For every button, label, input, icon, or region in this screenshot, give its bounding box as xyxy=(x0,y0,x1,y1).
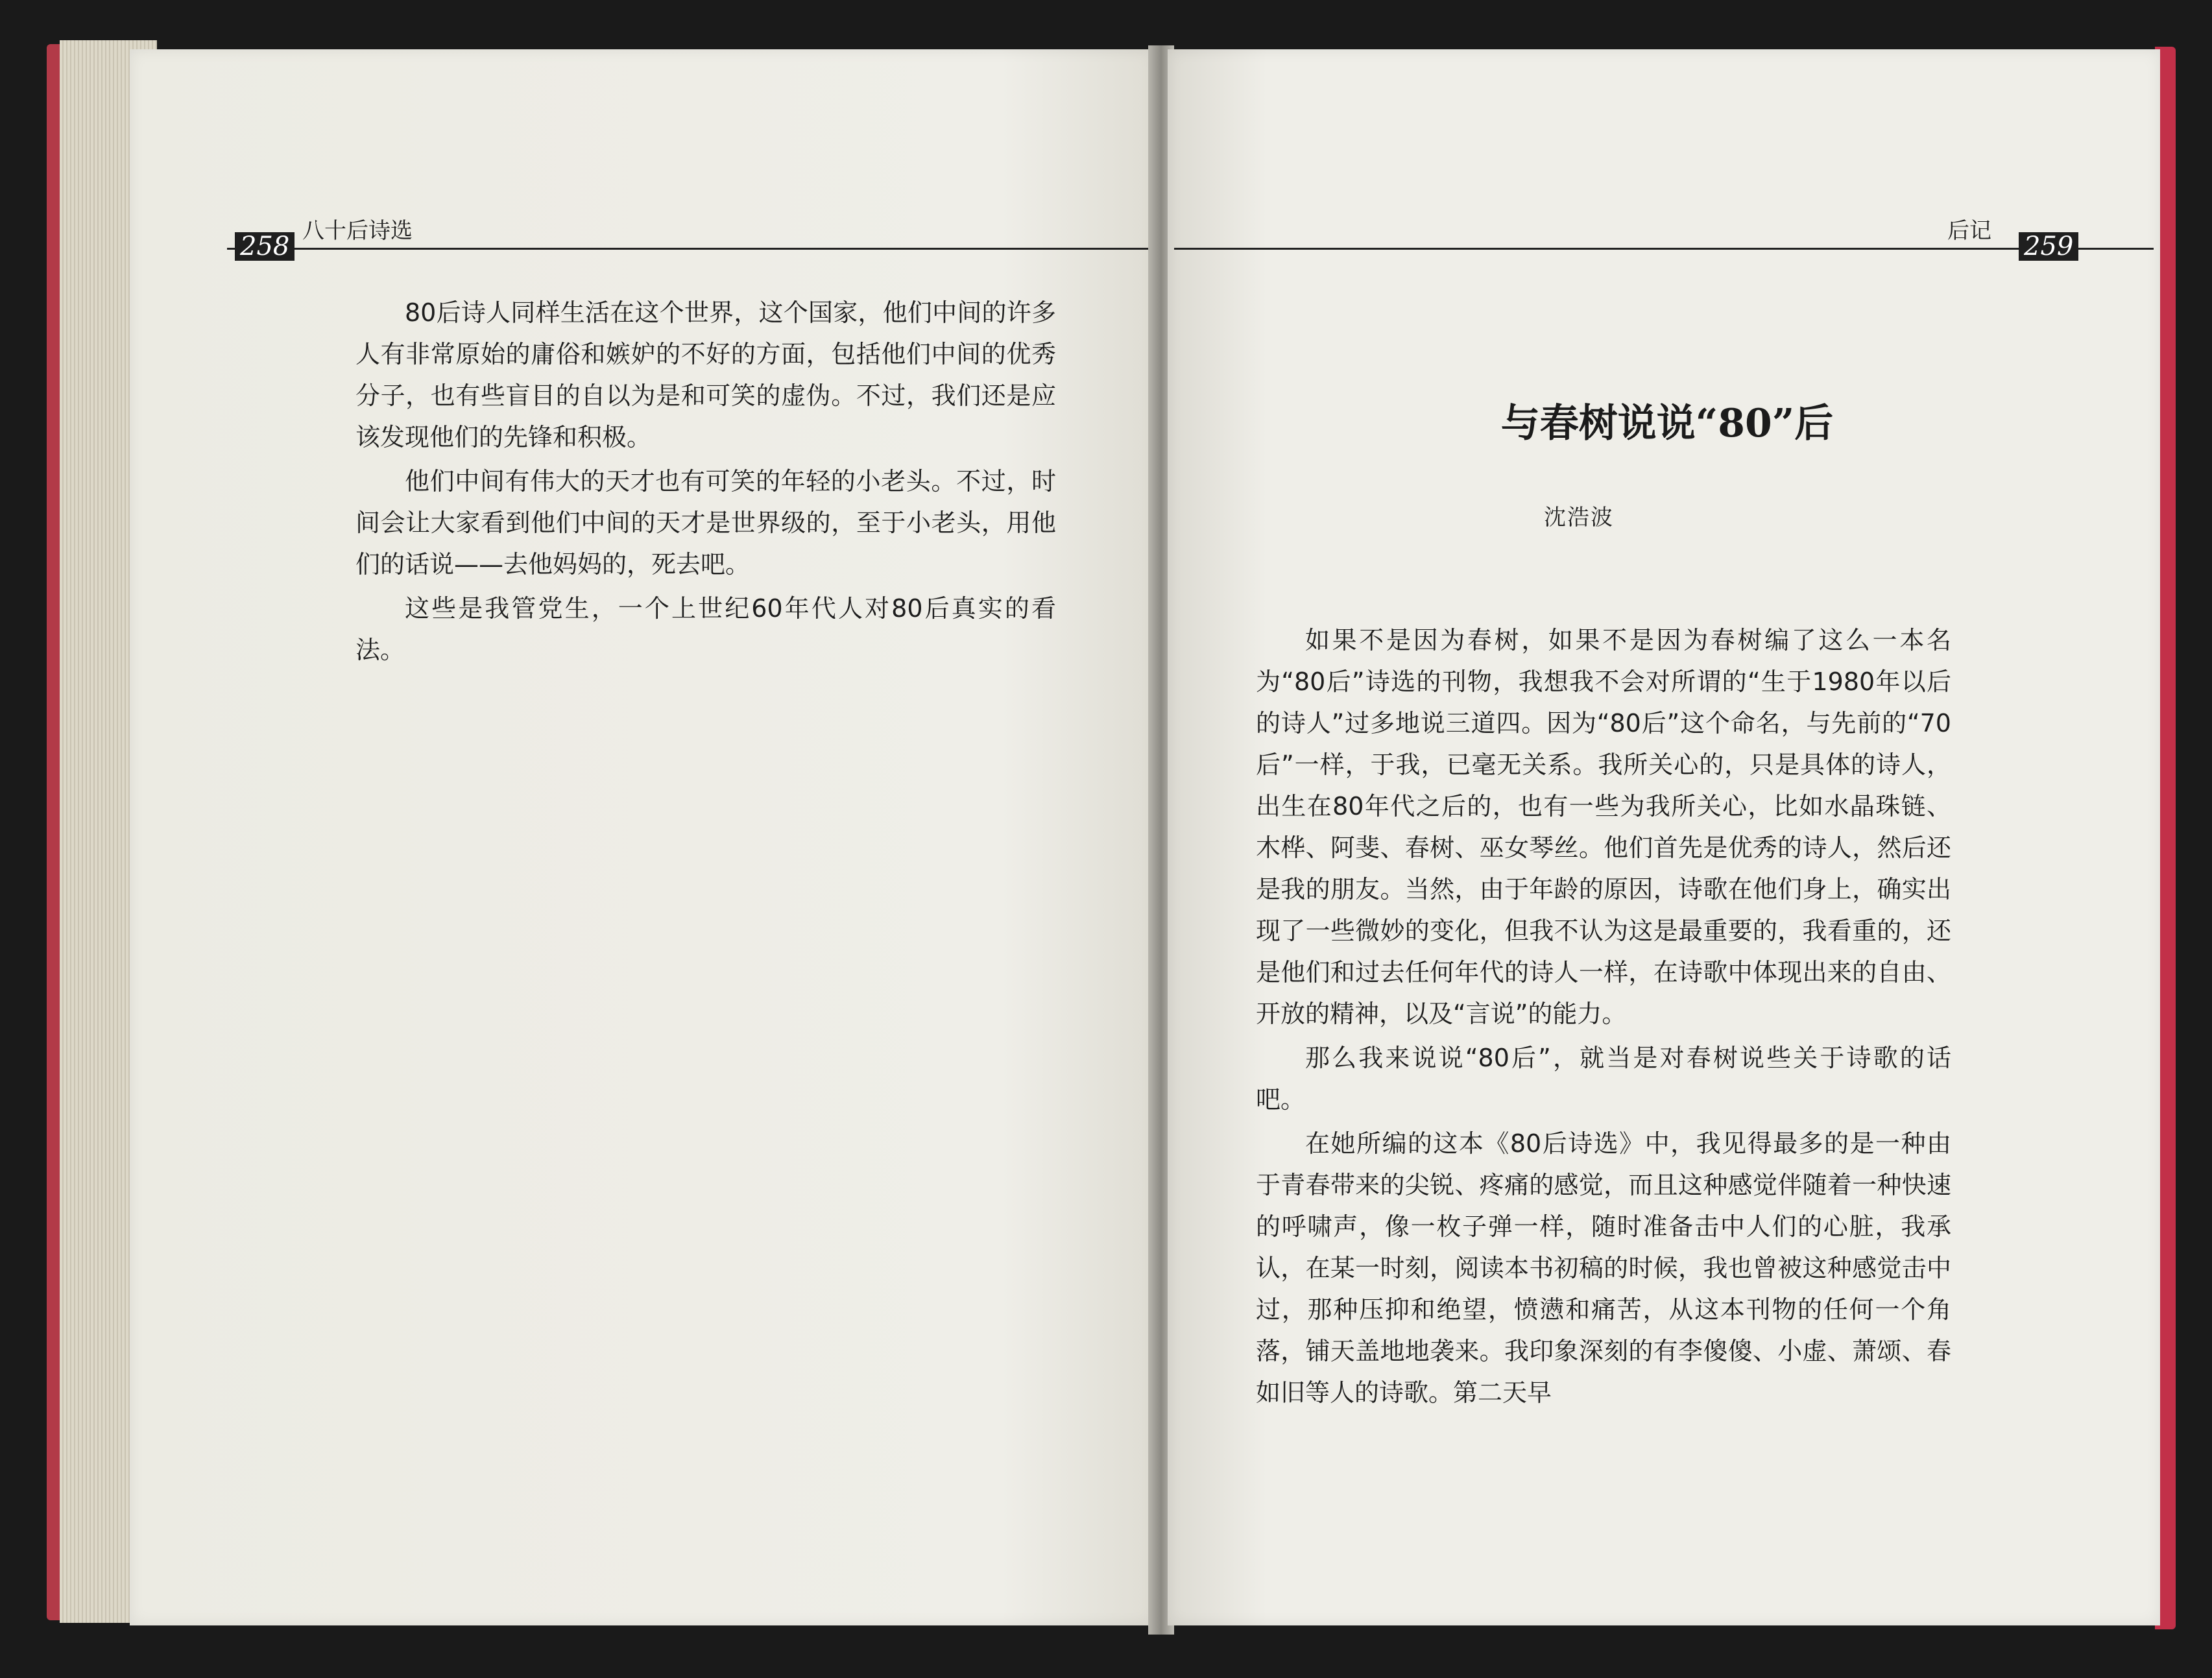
right-header-rule xyxy=(1174,248,2154,250)
left-page-number: 258 xyxy=(235,232,295,261)
left-header-rule xyxy=(227,248,1148,250)
chapter-title: 与春树说说“80”后 xyxy=(1500,401,1834,446)
right-body-text xyxy=(1256,619,1951,1416)
paragraph: 80后诗人同样生活在这个世界，这个国家，他们中间的许多人有非常原始的庸俗和嫉妒的不好的方面，包括他们中间的优秀分子，也有些盲目的自以为是和可笑的虚伪。不过，我们还是应该发现他们的先锋和积极。 xyxy=(355,298,1056,451)
right-running-head: 后记 xyxy=(1947,218,1991,244)
left-running-head: 八十后诗选 xyxy=(302,218,413,244)
paragraph: 在她所编的这本《80后诗选》中，我见得最多的是一种由于青春带来的尖锐、疼痛的感觉，而且这种感觉伴随着一种快速的呼啸声，像一枚子弹一样，随时准备击中人们的心脏，我承认，在某一时刻，阅读本书初稿的时候，我也曾被这种感觉击中过，那种压抑和绝望，愤懑和痛苦，从这本刊物的任何一个角落，铺天盖地地袭来。我印象深刻的有李傻傻、小虚、萧颂、春如旧等人的诗歌。第二天早 xyxy=(1256,1129,1951,1407)
paragraph: 这些是我管党生，一个上世纪60年代人对80后真实的看法。 xyxy=(355,594,1056,664)
left-body-text xyxy=(355,292,1056,673)
paragraph: 那么我来说说“80后”，就当是对春树说些关于诗歌的话吧。 xyxy=(1256,1044,1951,1114)
author-name: 沈浩波 xyxy=(1544,505,1614,531)
left-page xyxy=(130,49,1155,1625)
right-page-number: 259 xyxy=(2019,232,2078,261)
paragraph: 他们中间有伟大的天才也有可笑的年轻的小老头。不过，时间会让大家看到他们中间的天才是世界级的，至于小老头，用他们的话说——去他妈妈的，死去吧。 xyxy=(355,467,1056,579)
paragraph: 如果不是因为春树，如果不是因为春树编了这么一本名为“80后”诗选的刊物，我想我不会对所谓的“生于1980年以后的诗人”过多地说三道四。因为“80后”这个命名，与先前的“70后”一样，于我，已毫无关系。我所关心的，只是具体的诗人，出生在80年代之后的，也有一些为我所关心，比如水晶珠链、木桦、阿斐、春树、巫女琴丝。他们首先是优秀的诗人，然后还是我的朋友。当然，由于年龄的原因，诗歌在他们身上，确实出现了一些微妙的变化，但我不认为这是最重要的，我看重的，还是他们和过去任何年代的诗人一样，在诗歌中体现出来的自由、开放的精神，以及“言说”的能力。 xyxy=(1256,626,1951,1028)
